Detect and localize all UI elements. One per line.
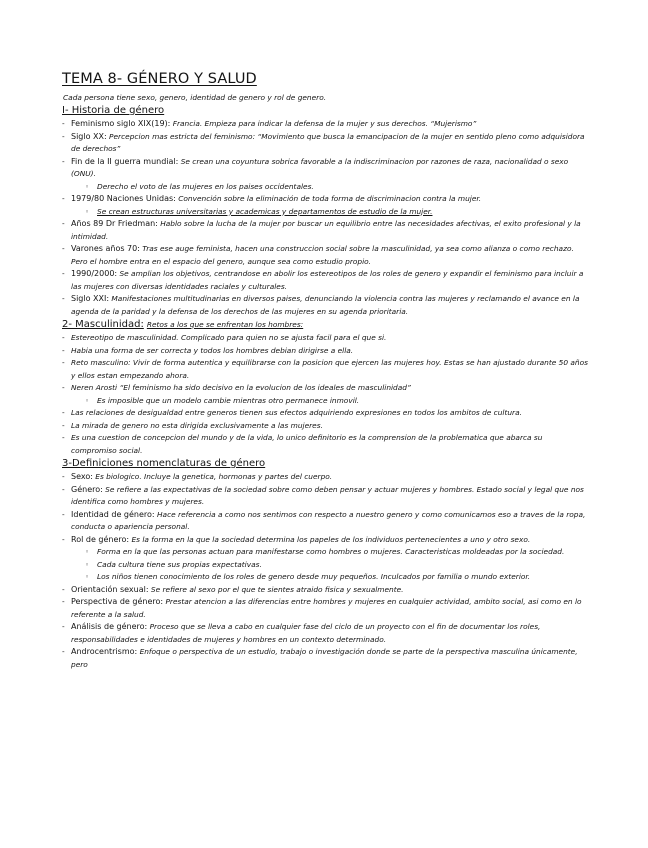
list-item: - Es una cuestion de concepcion del mundo y de la vida, lo unico definitorio es la comprension de la problematica que abarca su compromiso social. [60, 432, 590, 457]
section-2-subheading: Retos a los que se enfrentan los hombres: [146, 320, 304, 329]
section-2-heading [62, 318, 590, 331]
sub-list [71, 181, 590, 194]
section-1-list [60, 118, 590, 318]
list-item: - Identidad de género: Hace referencia a como nos sentimos con respecto a nuestro genero y como comunicamos eso a traves de la ropa, conducta o apariencia personal. [60, 509, 590, 534]
list-item: - Varones años 70: Tras ese auge feminista, hacen una construccion social sobre la masculinidad, ya sea como alianza o como rechazo. Pero el hombre entra en el espacio del genero, aunque sea como estudio propio. [60, 243, 590, 268]
sub-list-item: ◦ Es imposible que un modelo cambie mientras otro permanece inmovil. [85, 395, 590, 408]
list-item: - Fin de la II guerra mundial: Se crean una coyuntura sobrica favorable a la indiscriminacion por razones de raza, nacionalidad o sexo (ONU). ◦ Derecho el voto de las mujeres en los paises occidentales. [60, 156, 590, 194]
section-3-heading-text: 3-Definiciones nomenclaturas de género [62, 458, 266, 469]
list-item: - 1990/2000: Se amplian los objetivos, centrandose en abolir los estereotipos de los roles de genero y expandir el feminismo para incluir a las mujeres con diversas identidades raciales y culturales. [60, 268, 590, 293]
list-item: - Androcentrismo: Enfoque o perspectiva de un estudio, trabajo o investigación donde se parte de la perspectiva masculina únicamente, pero [60, 646, 590, 671]
list-item: - Perspectiva de género: Prestar atencion a las diferencias entre hombres y mujeres en cualquier actividad, ambito social, asi como en lo referente a la salud. [60, 596, 590, 621]
section-1-heading-text: I- Historia de género [62, 105, 165, 116]
list-item: - 1979/80 Naciones Unidas: Convención sobre la eliminación de toda forma de discriminacion contra la mujer. ◦ Se crean estructuras universitarias y academicas y departamentos de estudio de la mujer. [60, 193, 590, 218]
list-item: - Las relaciones de desigualdad entre generos tienen sus efectos adquiriendo expresiones en todos los ambitos de cultura. [60, 407, 590, 420]
list-item: - Orientación sexual: Se refiere al sexo por el que te sientes atraido fisica y sexualmente. [60, 584, 590, 597]
sub-list [71, 395, 590, 408]
list-item: - Siglo XX: Percepcion mas estricta del feminismo: “Movimiento que busca la emancipacion de la mujer en sentido pleno como adquisidora de derechos” [60, 131, 590, 156]
list-item: - Rol de género: Es la forma en la que la sociedad determina los papeles de los individuos pertenecientes a uno y otro sexo. ◦ Forma en la que las personas actuan para manifestarse como hombres o mujeres. Caracteristicas moldeadas por la sociedad. ◦ Cada cultura tiene sus propias expectativas. ◦ Los niños tienen conocimiento de los roles de genero desde muy pequeños. Inculcados por familia o mundo exterior. [60, 534, 590, 584]
document-page [60, 70, 590, 671]
section-3-list [60, 471, 590, 671]
list-item: - Habia una forma de ser correcta y todos los hombres debian dirigirse a ella. [60, 345, 590, 358]
sub-list-item: ◦ Forma en la que las personas actuan para manifestarse como hombres o mujeres. Caracteristicas moldeadas por la sociedad. [85, 546, 590, 559]
list-item: - Género: Se refiere a las expectativas de la sociedad sobre como deben pensar y actuar mujeres y hombres. Estado social y legal que nos identifica como hombres y mujeres. [60, 484, 590, 509]
list-item: - Feminismo siglo XIX(19): Francia. Empieza para indicar la defensa de la mujer y sus derechos. “Mujerismo” [60, 118, 590, 131]
list-item: - Reto masculino: Vivir de forma autentica y equilibrarse con la posicion que ejercen las mujeres hoy. Estas se han ajustado durante 50 años y ellos estan empezando ahora. [60, 357, 590, 382]
sub-list-item: ◦ Derecho el voto de las mujeres en los paises occidentales. [85, 181, 590, 194]
list-item: - Años 89 Dr Friedman: Hablo sobre la lucha de la mujer por buscar un equilibrio entre las necesidades afectivas, el exito profesional y la intimidad. [60, 218, 590, 243]
section-3-heading [62, 457, 590, 470]
list-item: - Siglo XXI: Manifestaciones multitudinarias en diversos paises, denunciando la violencia contra las mujeres y reclamando el avance en la agenda de la paridad y la defensa de los derechos de las mujeres en su agenda prioritaria. [60, 293, 590, 318]
intro-text: Cada persona tiene sexo, genero, identidad de genero y rol de genero. [63, 93, 327, 102]
list-item: - Estereotipo de masculinidad. Complicado para quien no se ajusta facil para el que si. [60, 332, 590, 345]
list-item: - La mirada de genero no esta dirigida exclusivamente a las mujeres. [60, 420, 590, 433]
document-title: TEMA 8- GÉNERO Y SALUD [62, 71, 257, 87]
section-2-list [60, 332, 590, 457]
sub-list-item: ◦ Cada cultura tiene sus propias expectativas. [85, 559, 590, 572]
list-item: - Análisis de género: Proceso que se lleva a cabo en cualquier fase del ciclo de un proyecto con el fin de documentar los roles, responsabilidades e identidades de mujeres y hombres en un contexto determinado. [60, 621, 590, 646]
sub-list-item: ◦ Los niños tienen conocimiento de los roles de genero desde muy pequeños. Inculcados por familia o mundo exterior. [85, 571, 590, 584]
sub-list-item: ◦ Se crean estructuras universitarias y academicas y departamentos de estudio de la mujer. [85, 206, 590, 219]
list-item: - Neren Arosti “El feminismo ha sido decisivo en la evolucion de los ideales de masculinidad” ◦ Es imposible que un modelo cambie mientras otro permanece inmovil. [60, 382, 590, 407]
sub-list [71, 546, 590, 584]
section-1-heading [62, 104, 590, 117]
sub-list [71, 206, 590, 219]
list-item: - Sexo: Es biologico. Incluye la genetica, hormonas y partes del cuerpo. [60, 471, 590, 484]
section-2-heading-text: 2- Masculinidad: [62, 319, 144, 330]
